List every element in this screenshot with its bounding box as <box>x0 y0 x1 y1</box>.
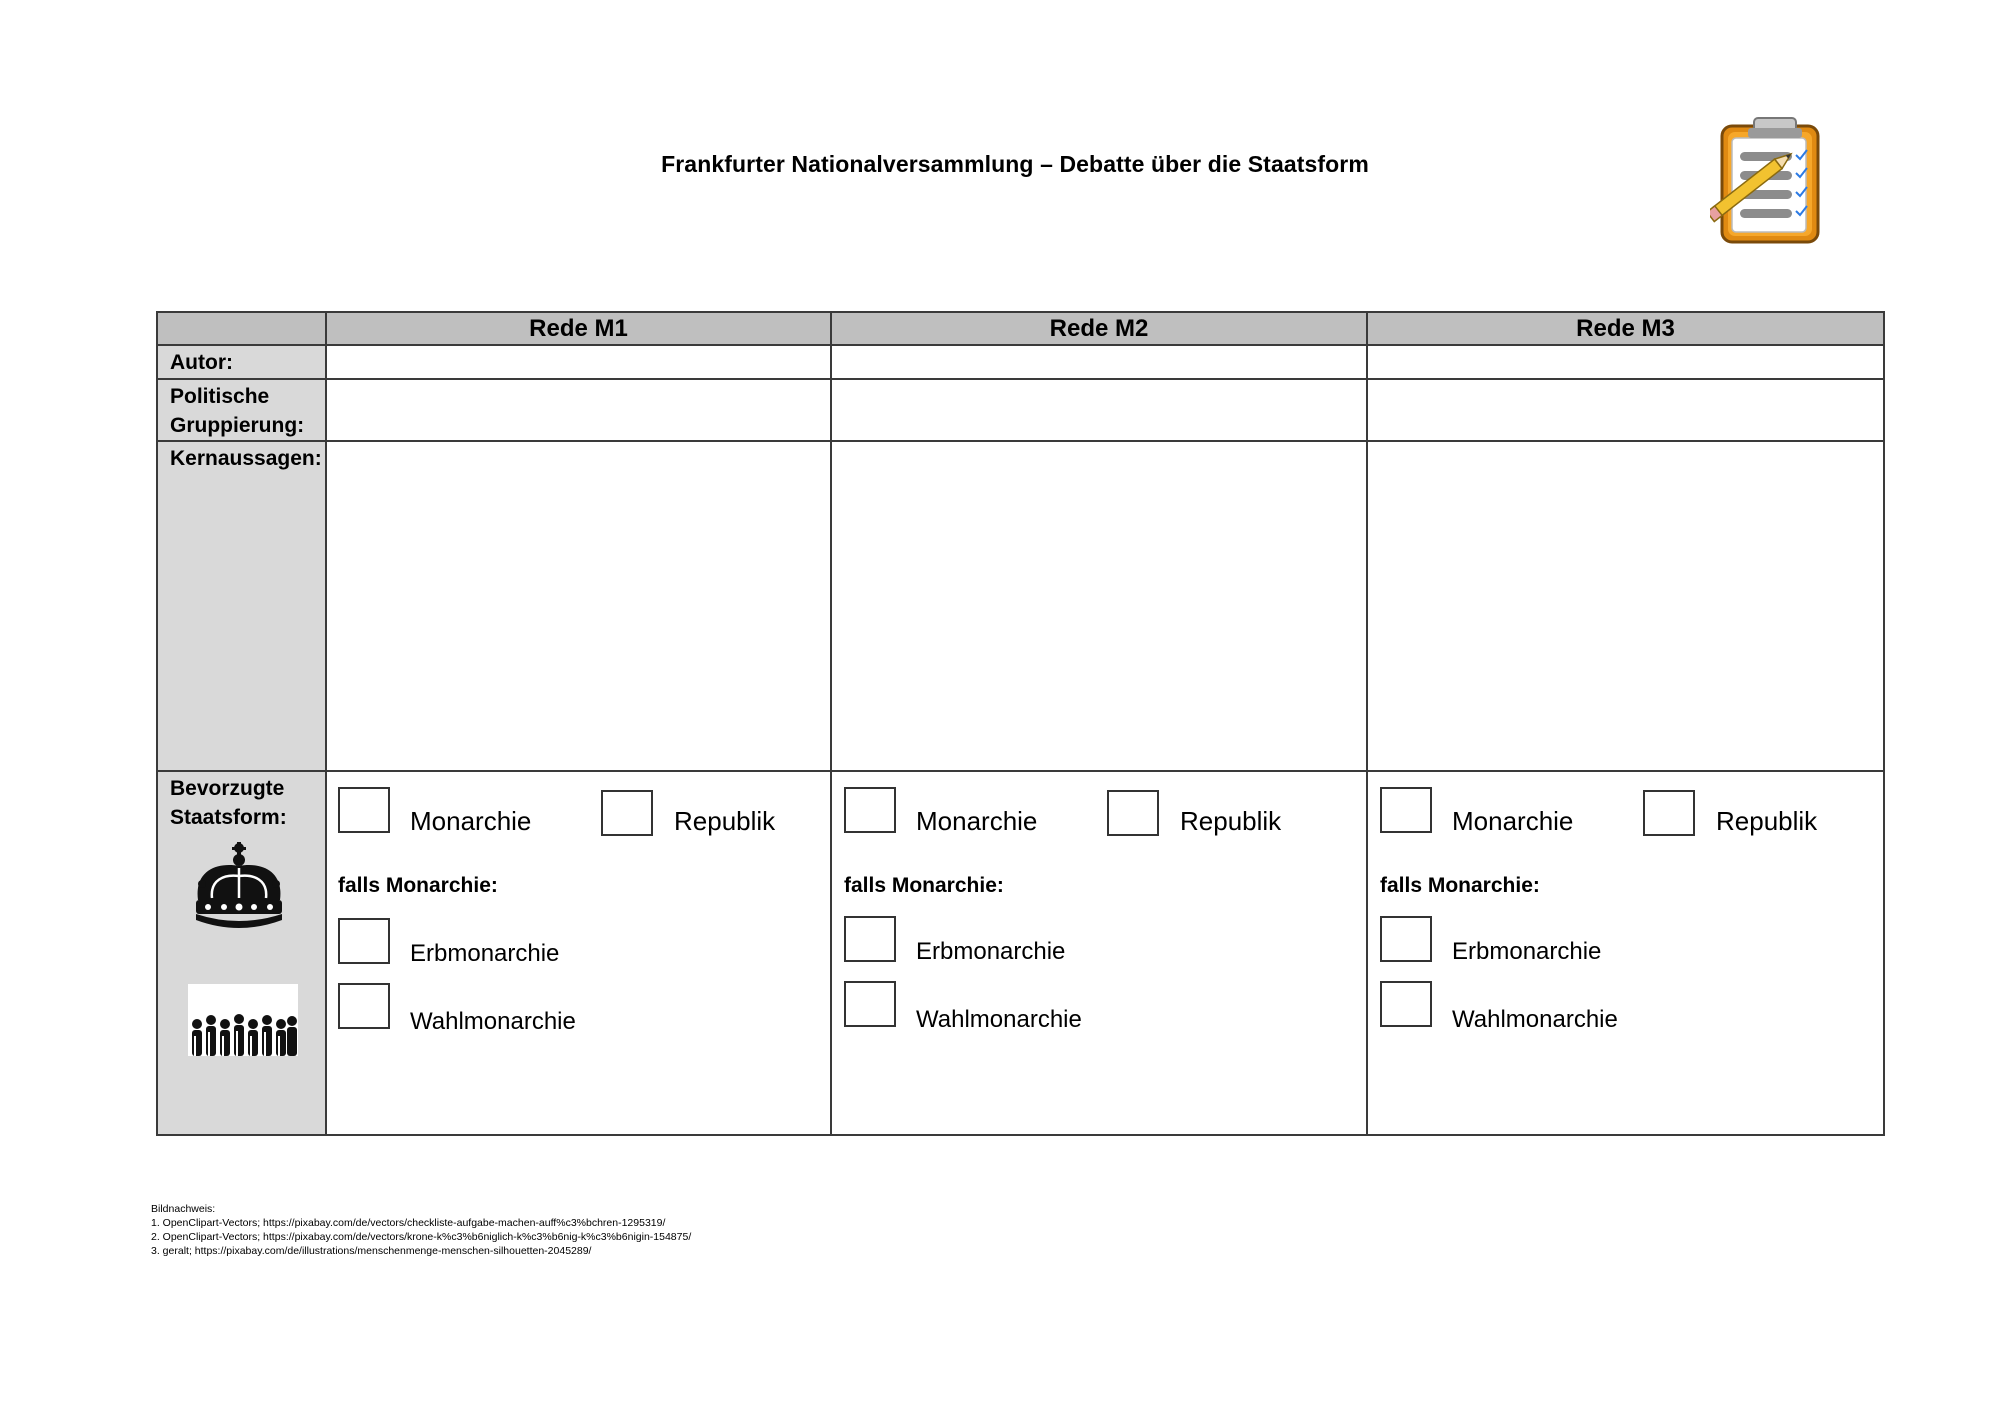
corner-header <box>157 312 326 345</box>
row-label-line: Politische <box>170 385 270 408</box>
row-label-staatsform <box>157 771 326 1135</box>
erbmonarchie-label: Erbmonarchie <box>410 940 560 967</box>
autor-cell-m2[interactable] <box>831 345 1367 379</box>
kernaussagen-cell-m2[interactable] <box>831 441 1367 771</box>
gruppierung-cell-m3[interactable] <box>1367 379 1884 441</box>
staatsform-cell-m3 <box>1367 771 1884 1135</box>
row-label-autor <box>157 345 326 379</box>
monarchie-checkbox[interactable] <box>844 787 896 833</box>
monarchie-label: Monarchie <box>916 806 1038 836</box>
wahlmonarchie-label: Wahlmonarchie <box>916 1006 1082 1033</box>
republik-checkbox[interactable] <box>1107 790 1159 836</box>
credit-item: 3. geralt; https://pixabay.com/de/illustrations/menschenmenge-menschen-silhouetten-2045289/ <box>151 1245 592 1257</box>
erbmonarchie-label: Erbmonarchie <box>1452 938 1602 965</box>
row-label-line: Bevorzugte <box>170 777 285 800</box>
autor-cell-m3[interactable] <box>1367 345 1884 379</box>
clipboard-checklist-icon <box>1710 116 1822 246</box>
column-header-m2: Rede M2 <box>831 312 1367 345</box>
wahlmonarchie-checkbox[interactable] <box>844 981 896 1027</box>
wahlmonarchie-checkbox[interactable] <box>338 983 390 1029</box>
republik-checkbox[interactable] <box>1643 790 1695 836</box>
monarchie-checkbox[interactable] <box>1380 787 1432 833</box>
worksheet-table <box>156 311 1885 1136</box>
gruppierung-cell-m2[interactable] <box>831 379 1367 441</box>
row-label-gruppierung <box>157 379 326 441</box>
row-label-text: Autor: <box>170 351 233 374</box>
staatsform-cell-m2 <box>831 771 1367 1135</box>
erbmonarchie-checkbox[interactable] <box>1380 916 1432 962</box>
erbmonarchie-checkbox[interactable] <box>844 916 896 962</box>
republik-checkbox[interactable] <box>601 790 653 836</box>
erbmonarchie-label: Erbmonarchie <box>916 938 1066 965</box>
falls-monarchie-label: falls Monarchie: <box>338 874 498 897</box>
crowd-icon <box>188 984 298 1056</box>
image-credits <box>151 1202 691 1258</box>
row-label-text: Kernaussagen: <box>170 447 322 470</box>
row-label-line: Staatsform: <box>170 806 287 829</box>
wahlmonarchie-label: Wahlmonarchie <box>410 1008 576 1035</box>
wahlmonarchie-checkbox[interactable] <box>1380 981 1432 1027</box>
autor-cell-m1[interactable] <box>326 345 831 379</box>
credit-item: 2. OpenClipart-Vectors; https://pixabay.com/de/vectors/krone-k%c3%b6niglich-k%c3%b6nig-k%c3%b6nigin-154875/ <box>151 1231 692 1243</box>
falls-monarchie-label: falls Monarchie: <box>844 874 1004 897</box>
republik-label: Republik <box>1180 806 1282 836</box>
page-title: Frankfurter Nationalversammlung – Debatte über die Staatsform <box>661 151 1369 177</box>
republik-label: Republik <box>1716 806 1818 836</box>
falls-monarchie-label: falls Monarchie: <box>1380 874 1540 897</box>
wahlmonarchie-label: Wahlmonarchie <box>1452 1006 1618 1033</box>
column-header-m1: Rede M1 <box>326 312 831 345</box>
kernaussagen-cell-m1[interactable] <box>326 441 831 771</box>
staatsform-cell-m1 <box>326 771 831 1135</box>
credits-heading: Bildnachweis: <box>151 1203 216 1215</box>
crown-icon <box>188 840 290 940</box>
monarchie-checkbox[interactable] <box>338 787 390 833</box>
erbmonarchie-checkbox[interactable] <box>338 918 390 964</box>
column-header-m3: Rede M3 <box>1367 312 1884 345</box>
gruppierung-cell-m1[interactable] <box>326 379 831 441</box>
republik-label: Republik <box>674 806 776 836</box>
monarchie-label: Monarchie <box>1452 806 1574 836</box>
row-label-kernaussagen <box>157 441 326 771</box>
row-label-line: Gruppierung: <box>170 414 305 437</box>
kernaussagen-cell-m3[interactable] <box>1367 441 1884 771</box>
monarchie-label: Monarchie <box>410 806 532 836</box>
credit-item: 1. OpenClipart-Vectors; https://pixabay.com/de/vectors/checkliste-aufgabe-machen-auff%c3%bchren-1295319/ <box>151 1217 666 1229</box>
